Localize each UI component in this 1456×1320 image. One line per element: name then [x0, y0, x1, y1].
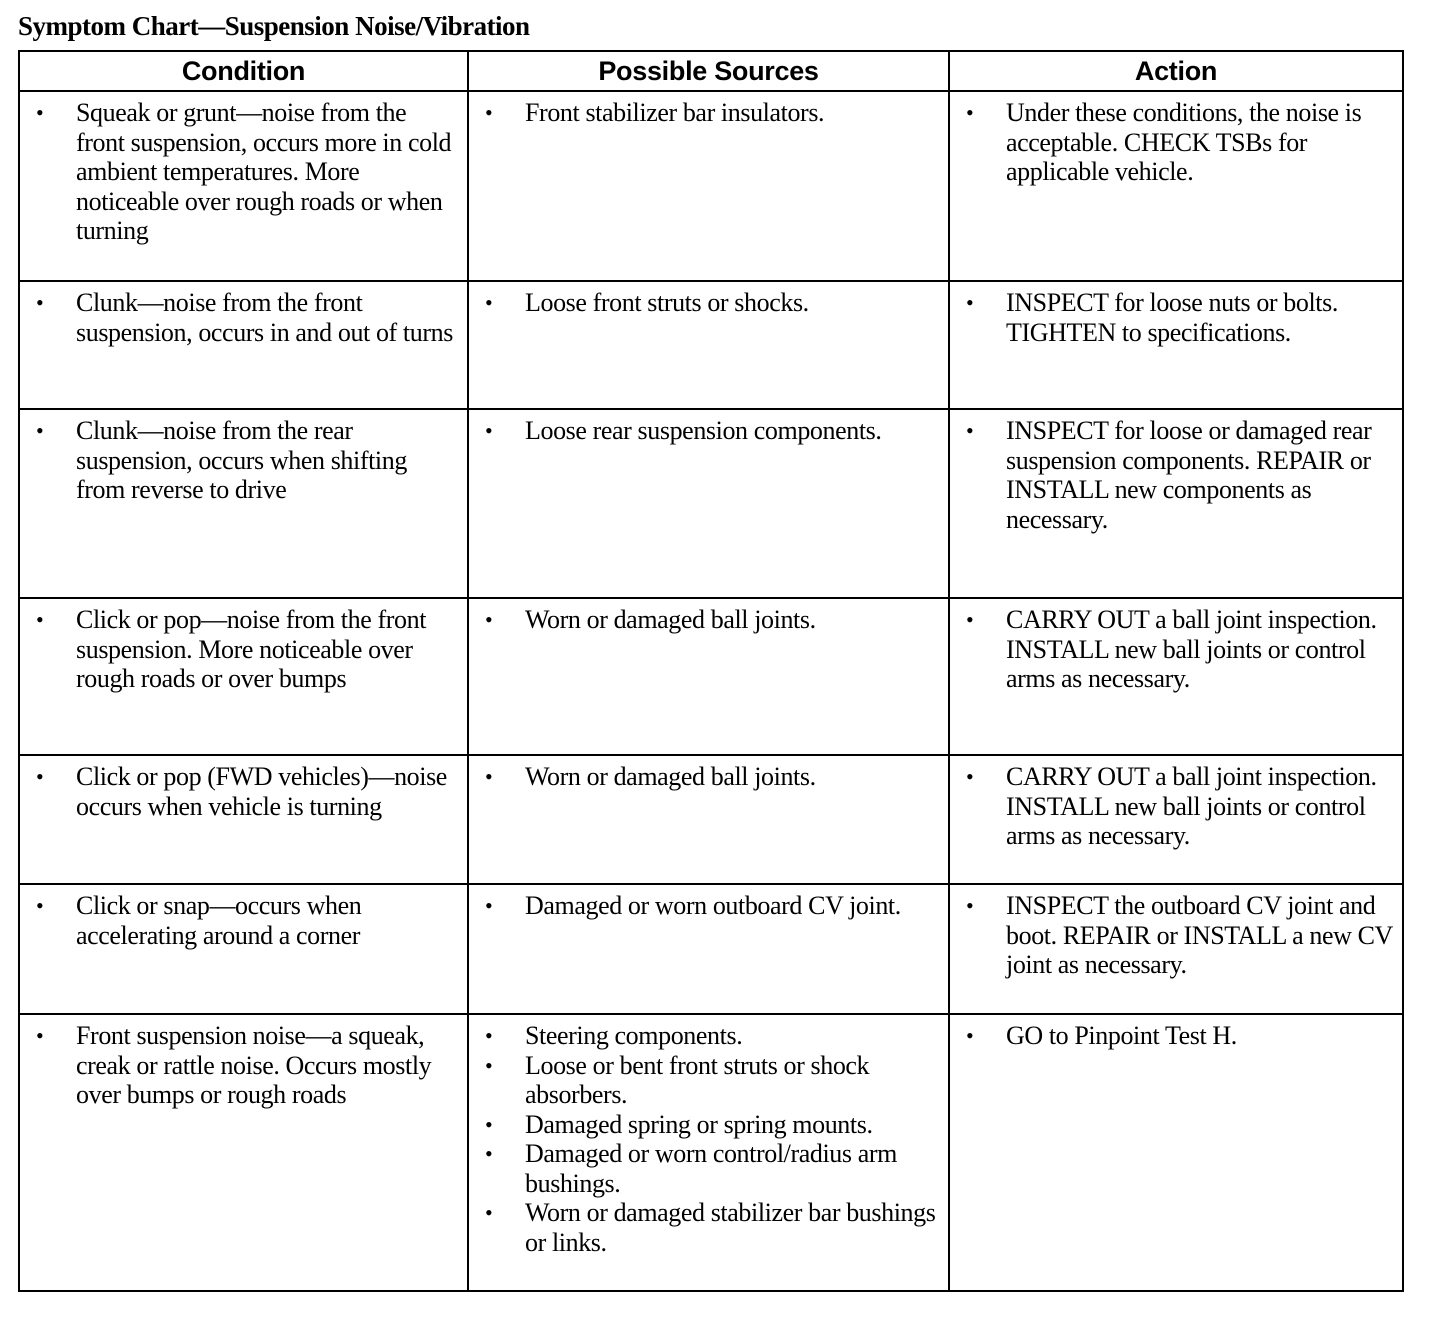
- action-cell: [949, 409, 1403, 598]
- bullet-icon: •: [485, 1111, 493, 1137]
- action-cell: [949, 598, 1403, 755]
- list-item: [483, 98, 940, 128]
- list-item-text: Damaged or worn outboard CV joint.: [525, 891, 901, 920]
- condition-cell: [19, 409, 468, 598]
- list-item: [483, 762, 940, 792]
- list-item-text: Under these conditions, the noise is acceptable. CHECK TSBs for applicable vehicle.: [1006, 98, 1362, 186]
- bullet-icon: •: [485, 290, 493, 315]
- list-item-text: Squeak or grunt—noise from the front suspension, occurs more in cold ambient temperatures. More noticeable over rough roads or when turning: [76, 98, 452, 245]
- list-item-text: Steering components.: [525, 1021, 743, 1050]
- possible-sources-cell: [468, 884, 949, 1014]
- bullet-icon: •: [36, 290, 44, 315]
- list-item-text: Loose rear suspension components.: [525, 416, 882, 445]
- list-item: [34, 416, 459, 505]
- bullet-icon: •: [485, 1023, 493, 1048]
- list-item-text: CARRY OUT a ball joint inspection. INSTALL new ball joints or control arms as necessary.: [1006, 762, 1377, 850]
- list-item-text: Damaged spring or spring mounts.: [525, 1109, 873, 1139]
- table-row: [19, 598, 1403, 755]
- bullet-list: [469, 885, 948, 921]
- list-item: [34, 98, 459, 246]
- list-item: [34, 1021, 459, 1110]
- bullet-list: [950, 1015, 1402, 1051]
- list-item-text: Front suspension noise—a squeak, creak or rattle noise. Occurs mostly over bumps or rough roads: [76, 1021, 432, 1109]
- action-cell: [949, 281, 1403, 409]
- list-item: [964, 1021, 1394, 1051]
- condition-cell: [19, 281, 468, 409]
- chart-title: Symptom Chart—Suspension Noise/Vibration: [18, 11, 530, 41]
- bullet-list: [950, 599, 1402, 694]
- list-item-text: GO to Pinpoint Test H.: [1006, 1021, 1237, 1050]
- bullet-list: [20, 92, 467, 246]
- list-item-text: Front stabilizer bar insulators.: [525, 98, 825, 127]
- bullet-list: [469, 282, 948, 318]
- bullet-list: [469, 599, 948, 635]
- table-row: [19, 281, 1403, 409]
- list-item: [483, 1021, 940, 1051]
- list-item-text: INSPECT the outboard CV joint and boot. REPAIR or INSTALL a new CV joint as necessary.: [1006, 891, 1393, 979]
- bullet-list: [469, 1015, 948, 1257]
- condition-cell: [19, 598, 468, 755]
- list-item: [483, 1110, 940, 1140]
- list-item: [964, 891, 1394, 980]
- condition-cell: [19, 91, 468, 281]
- bullet-list: [469, 756, 948, 792]
- bullet-list: [20, 885, 467, 950]
- bullet-icon: •: [966, 100, 974, 125]
- column-header-action: Action: [949, 51, 1403, 91]
- possible-sources-cell: [468, 755, 949, 884]
- bullet-icon: •: [485, 607, 493, 632]
- bullet-icon: •: [966, 607, 974, 632]
- action-cell: [949, 884, 1403, 1014]
- condition-cell: [19, 755, 468, 884]
- table-row: [19, 1014, 1403, 1291]
- list-item: [34, 891, 459, 950]
- condition-cell: [19, 884, 468, 1014]
- list-item: [964, 605, 1394, 694]
- list-item-text: INSPECT for loose nuts or bolts. TIGHTEN to specifications.: [1006, 288, 1338, 347]
- table-row: [19, 884, 1403, 1014]
- table-row: [19, 755, 1403, 884]
- list-item-text: Click or pop (FWD vehicles)—noise occurs when vehicle is turning: [76, 762, 447, 821]
- bullet-icon: •: [485, 1200, 493, 1225]
- bullet-list: [469, 410, 948, 446]
- bullet-icon: •: [485, 418, 493, 443]
- list-item: [483, 605, 940, 635]
- condition-cell: [19, 1014, 468, 1291]
- list-item: [964, 762, 1394, 851]
- possible-sources-cell: [468, 281, 949, 409]
- bullet-list: [469, 92, 948, 128]
- bullet-list: [20, 282, 467, 347]
- possible-sources-cell: [468, 1014, 949, 1291]
- list-item-text: INSPECT for loose or damaged rear suspension components. REPAIR or INSTALL new components as necessary.: [1006, 416, 1372, 534]
- bullet-list: [950, 410, 1402, 534]
- action-cell: [949, 91, 1403, 281]
- list-item: [483, 1139, 940, 1198]
- list-item-text: Worn or damaged ball joints.: [525, 762, 816, 791]
- bullet-icon: •: [485, 100, 493, 125]
- bullet-icon: •: [485, 1052, 493, 1078]
- list-item: [964, 416, 1394, 534]
- bullet-list: [20, 599, 467, 694]
- bullet-list: [950, 756, 1402, 851]
- bullet-icon: •: [36, 893, 44, 918]
- bullet-icon: •: [36, 607, 44, 632]
- table-body: [19, 91, 1403, 1291]
- list-item: [964, 98, 1394, 187]
- bullet-icon: •: [485, 764, 493, 789]
- action-cell: [949, 755, 1403, 884]
- list-item-text: Damaged or worn control/radius arm bushings.: [525, 1139, 897, 1198]
- bullet-icon: •: [36, 1023, 44, 1048]
- list-item: [483, 1051, 940, 1110]
- bullet-icon: •: [36, 764, 44, 789]
- list-item-text: CARRY OUT a ball joint inspection. INSTALL new ball joints or control arms as necessary.: [1006, 605, 1377, 693]
- bullet-icon: •: [485, 1141, 493, 1166]
- bullet-list: [20, 410, 467, 505]
- list-item: [964, 288, 1394, 347]
- action-cell: [949, 1014, 1403, 1291]
- table-row: [19, 409, 1403, 598]
- list-item: [34, 762, 459, 821]
- list-item-text: Loose or bent front struts or shock absorbers.: [525, 1050, 870, 1109]
- bullet-icon: •: [966, 418, 974, 443]
- header-row: [19, 51, 1403, 91]
- list-item: [483, 416, 940, 446]
- list-item-text: Clunk—noise from the front suspension, occurs in and out of turns: [76, 288, 453, 347]
- bullet-icon: •: [966, 893, 974, 918]
- list-item: [483, 891, 940, 921]
- bullet-icon: •: [966, 1023, 974, 1048]
- bullet-list: [950, 885, 1402, 980]
- bullet-icon: •: [966, 290, 974, 315]
- list-item-text: Click or snap—occurs when accelerating around a corner: [76, 891, 362, 950]
- bullet-icon: •: [36, 100, 44, 125]
- possible-sources-cell: [468, 91, 949, 281]
- list-item-text: Worn or damaged ball joints.: [525, 605, 816, 634]
- bullet-list: [950, 92, 1402, 187]
- list-item-text: Loose front struts or shocks.: [525, 288, 809, 317]
- list-item: [483, 288, 940, 318]
- bullet-list: [950, 282, 1402, 347]
- possible-sources-cell: [468, 598, 949, 755]
- symptom-table: [18, 50, 1404, 1292]
- table-row: [19, 91, 1403, 281]
- bullet-icon: •: [485, 893, 493, 918]
- list-item: [483, 1198, 940, 1257]
- list-item: [34, 605, 459, 694]
- bullet-list: [20, 1015, 467, 1110]
- bullet-icon: •: [966, 764, 974, 789]
- list-item-text: Worn or damaged stabilizer bar bushings or links.: [525, 1198, 936, 1257]
- bullet-icon: •: [36, 418, 44, 443]
- possible-sources-cell: [468, 409, 949, 598]
- list-item: [34, 288, 459, 347]
- list-item-text: Clunk—noise from the rear suspension, occurs when shifting from reverse to drive: [76, 416, 407, 504]
- bullet-list: [20, 756, 467, 821]
- column-header-condition: Condition: [19, 51, 468, 91]
- column-header-possible-sources: Possible Sources: [468, 51, 949, 91]
- list-item-text: Click or pop—noise from the front suspension. More noticeable over rough roads or over bumps: [76, 605, 427, 693]
